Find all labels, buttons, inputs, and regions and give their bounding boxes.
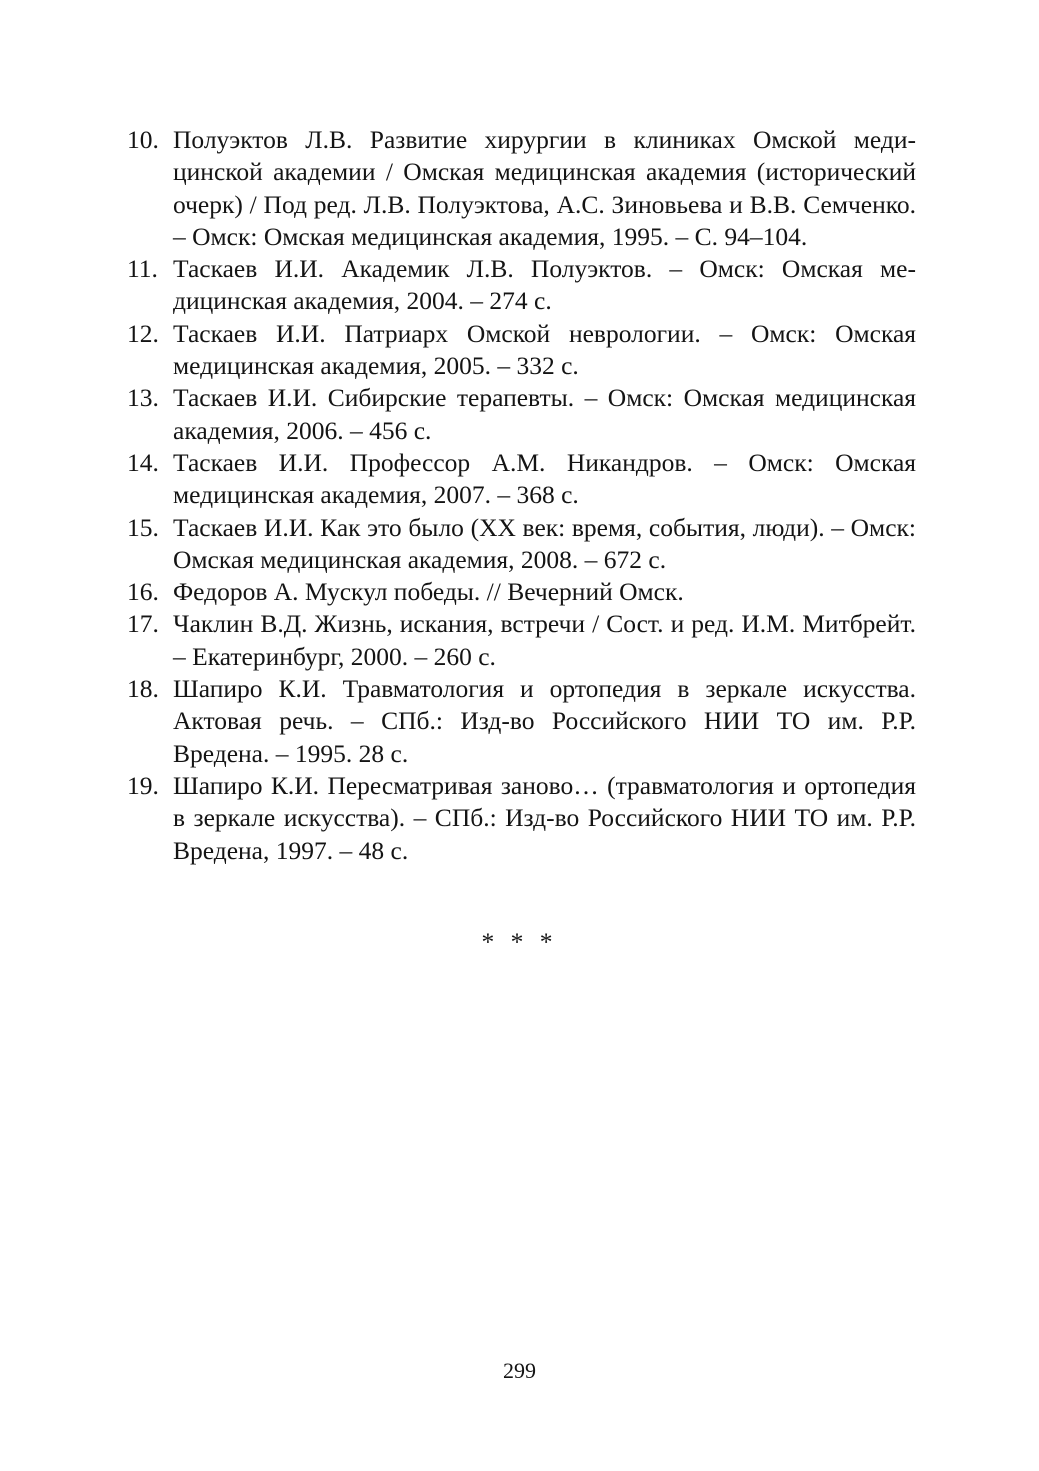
reference-item bbox=[127, 770, 916, 867]
reference-number: 16. bbox=[127, 577, 159, 607]
reference-text: Шапиро К.И. Пересматривая заново… (травматология и ортопедия в зеркале искусства). – СПб.: Изд-во Российского НИИ ТО им. Р.Р. Вредена, 1997. – 48 с. bbox=[173, 770, 916, 865]
reference-text: Федоров А. Мускул победы. // Вечерний Омск. bbox=[173, 577, 684, 607]
reference-item bbox=[127, 673, 916, 770]
reference-number: 17. bbox=[127, 609, 159, 639]
reference-text: Шапиро К.И. Травматология и ортопедия в зеркале искусства. Актовая речь. – СПб.: Изд-во Российского НИИ ТО им. Р.Р. Вредена. – 1995. 28 с. bbox=[173, 674, 916, 768]
reference-item bbox=[127, 447, 916, 512]
reference-number: 10. bbox=[127, 125, 159, 154]
reference-text: Таскаев И.И. Профессор А.М. Никандров. – Омск: Омская медицинская академия, 2007. – 368 с. bbox=[173, 447, 916, 510]
reference-text: Таскаев И.И. Как это было (XX век: время, события, люди). – Омск: Омская медицинская академия, 2008. – 672 с. bbox=[173, 512, 916, 574]
reference-text: Таскаев И.И. Академик Л.В. Полуэктов. – Омск: Омская медицинская академия, 2004. – 274 с. bbox=[173, 254, 916, 316]
reference-number: 13. bbox=[127, 383, 159, 413]
reference-item bbox=[127, 608, 916, 673]
reference-item bbox=[127, 124, 916, 253]
reference-number: 15. bbox=[127, 512, 159, 542]
reference-item bbox=[127, 253, 916, 318]
reference-text: Чаклин В.Д. Жизнь, искания, встречи / Сост. и ред. И.М. Митбрейт. – Екатеринбург, 2000. – 260 с. bbox=[173, 609, 916, 671]
reference-number: 18. bbox=[127, 674, 159, 704]
reference-item bbox=[127, 382, 916, 447]
reference-text: Таскаев И.И. Сибирские терапевты. – Омск: Омская медицинская академия, 2006. – 456 с. bbox=[173, 383, 916, 445]
reference-number: 11. bbox=[127, 254, 158, 284]
reference-number: 12. bbox=[127, 318, 159, 348]
reference-item bbox=[127, 512, 916, 577]
section-separator: * * * bbox=[481, 927, 558, 956]
reference-item bbox=[127, 318, 916, 383]
page-number: 299 bbox=[503, 1358, 536, 1383]
reference-list bbox=[127, 124, 916, 867]
reference-number: 19. bbox=[127, 770, 159, 800]
reference-text: Таскаев И.И. Патриарх Омской неврологии. – Омск: Омская медицинская академия, 2005. – 332 с. bbox=[173, 318, 916, 381]
reference-number: 14. bbox=[127, 447, 159, 477]
reference-text: Полуэктов Л.В. Развитие хирургии в клиниках Омской медицинской академии / Омская медицинская академия (исторический очерк) / Под ред. Л.В. Полуэктова, А.С. Зиновьева и В.В. Семченко. – Омск: Омская медицинская академия, 1995. – С. 94–104. bbox=[173, 125, 916, 251]
reference-item bbox=[127, 576, 916, 608]
